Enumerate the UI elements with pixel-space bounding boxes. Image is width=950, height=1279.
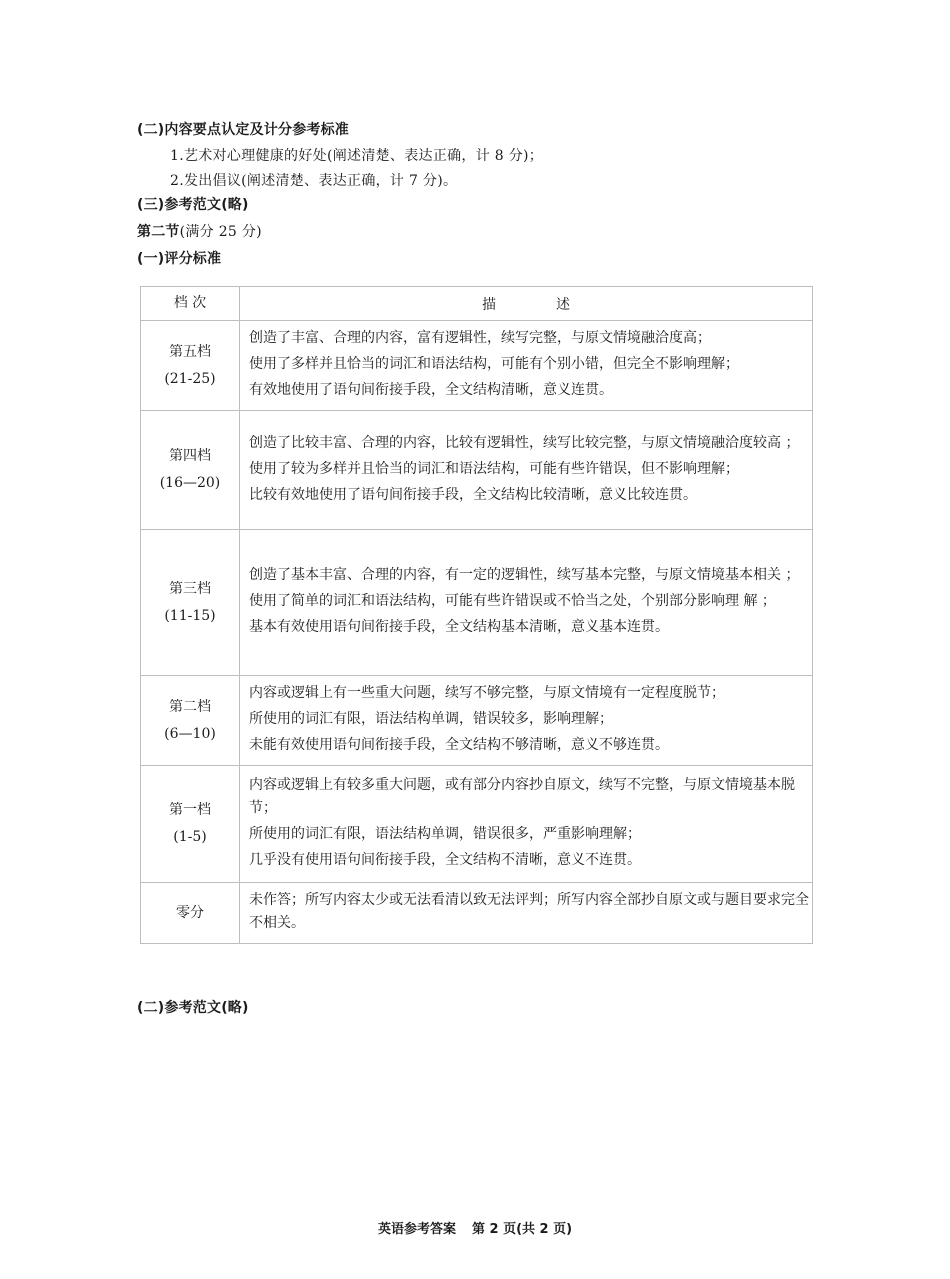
rubric-description-line: 所使用的词汇有限，语法结构单调，错误很多，严重影响理解；: [249, 826, 641, 842]
rubric-level-cell: [141, 883, 240, 944]
rubric-level-name: 第五档: [169, 343, 211, 360]
rubric-description-line: 未作答；所写内容太少或无法看清以致无法评判；所写内容全部抄自原文或与题目要求完全不相关。: [249, 892, 809, 931]
rubric-description-cell: [240, 530, 813, 676]
rubric-header-row: [141, 287, 813, 321]
rubric-level-cell: [141, 530, 240, 676]
rubric-level-cell: [141, 321, 240, 411]
rubric-level-name: 零分: [176, 904, 204, 921]
rubric-description-cell: [240, 883, 813, 944]
rubric-level-name: 第二档: [169, 698, 211, 715]
rubric-description-line: 内容或逻辑上有较多重大问题，或有部分内容抄自原文，续写不完整，与原文情境基本脱节；: [249, 777, 795, 816]
section-two-title-line: [137, 221, 262, 241]
content-points-heading: (二)内容要点认定及计分参考标准: [137, 122, 349, 138]
rubric-row: [141, 883, 813, 944]
rubric-description-line: 创造了基本丰富、合理的内容，有一定的逻辑性，续写基本完整，与原文情境基本相关 ；: [249, 567, 800, 583]
rubric-table: [140, 286, 813, 944]
rubric-description-line: 内容或逻辑上有一些重大问题，续写不够完整，与原文情境有一定程度脱节；: [249, 685, 725, 701]
rubric-description-line: 比较有效地使用了语句间衔接手段，全文结构比较清晰，意义比较连贯。: [249, 486, 697, 503]
rubric-level-cell: [141, 766, 240, 883]
sample-essay-heading-1: (三)参考范文(略): [137, 197, 249, 213]
rubric-level-name: 第三档: [169, 580, 211, 597]
footer-page-info: 第 2 页(共 2 页): [471, 1222, 573, 1237]
rubric-description-cell: [240, 321, 813, 411]
section-two-title: 第二节: [137, 224, 180, 240]
rubric-row: [141, 766, 813, 883]
sample-essay-heading-2: (二)参考范文(略): [137, 1000, 249, 1016]
rubric-row: [141, 411, 813, 530]
rubric-description-cell: [240, 766, 813, 883]
rubric-level-range: (6—10): [164, 725, 216, 742]
rubric-level-range: (21-25): [164, 370, 216, 387]
rubric-description-line: 未能有效使用语句间衔接手段，全文结构不够清晰，意义不够连贯。: [249, 737, 669, 753]
content-point-item-1: 1.艺术对心理健康的好处(阐述清楚、表达正确，计 8 分)；: [170, 148, 544, 164]
rubric-description-line: 使用了多样并且恰当的词汇和语法结构，可能有个别小错，但完全不影响理解；: [249, 356, 739, 372]
rubric-description-line: 所使用的词汇有限，语法结构单调，错误较多，影响理解；: [249, 711, 613, 727]
rubric-description-line: 使用了较为多样并且恰当的词汇和语法结构，可能有些许错误，但不影响理解；: [249, 460, 739, 477]
header-level: 档 次: [141, 287, 240, 321]
rubric-description-line: 几乎没有使用语句间衔接手段，全文结构不清晰，意义不连贯。: [249, 852, 641, 868]
rubric-row: [141, 530, 813, 676]
rubric-description-cell: [240, 411, 813, 530]
rubric-description-line: 基本有效使用语句间衔接手段，全文结构基本清晰，意义基本连贯。: [249, 619, 669, 635]
rubric-level-name: 第四档: [169, 448, 211, 464]
page-footer: [0, 1218, 950, 1237]
rubric-level-cell: [141, 676, 240, 766]
rubric-level-range: (16—20): [159, 475, 221, 491]
rubric-description-cell: [240, 676, 813, 766]
rubric-row: [141, 676, 813, 766]
footer-doc-title: 英语参考答案: [377, 1222, 456, 1237]
section-two-score-note: (满分 25 分): [179, 224, 262, 240]
header-desc-part-1: 描: [482, 296, 496, 313]
rubric-level-range: (11-15): [164, 607, 216, 624]
rubric-level-name: 第一档: [169, 802, 211, 818]
rubric-level-cell: [141, 411, 240, 530]
rubric-description-line: 创造了比较丰富、合理的内容，比较有逻辑性，续写比较完整，与原文情境融洽度较高 ；: [249, 434, 800, 451]
content-point-item-2: 2.发出倡议(阐述清楚、表达正确，计 7 分)。: [170, 173, 458, 189]
rubric-description-line: 有效地使用了语句间衔接手段，全文结构清晰，意义连贯。: [249, 382, 613, 398]
criteria-heading: (一)评分标准: [137, 251, 222, 267]
rubric-description-line: 使用了简单的词汇和语法结构，可能有些许错误或不恰当之处，个别部分影响理 解 ；: [249, 593, 776, 609]
header-description: [240, 287, 813, 321]
rubric-description-line: 创造了丰富、合理的内容，富有逻辑性，续写完整，与原文情境融洽度高；: [249, 330, 711, 346]
header-desc-part-2: 述: [556, 296, 570, 313]
rubric-row: [141, 321, 813, 411]
rubric-level-range: (1-5): [173, 829, 207, 845]
